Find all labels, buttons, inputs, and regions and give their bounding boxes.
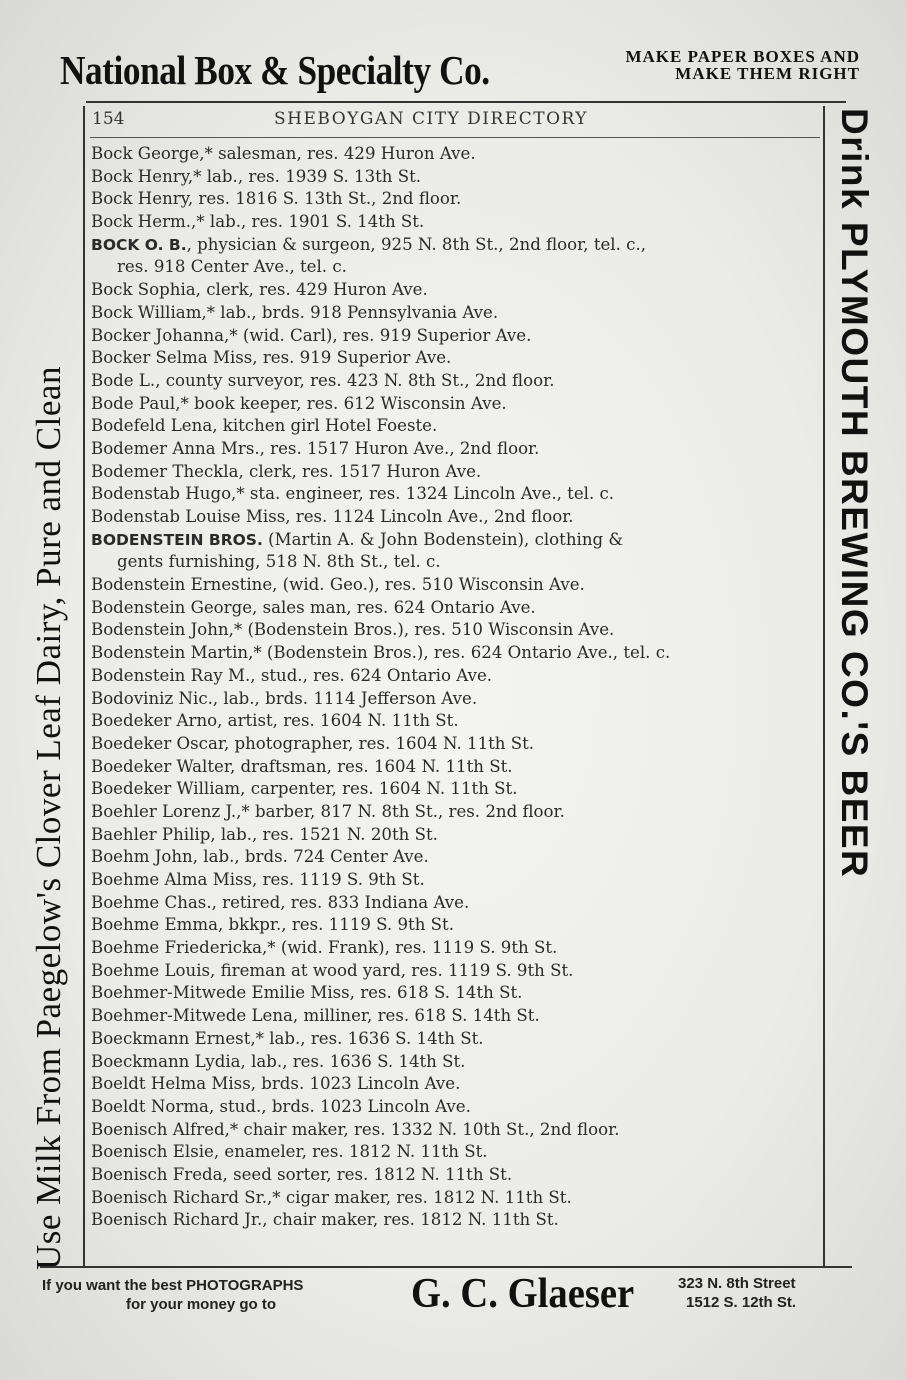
entry-text: Boenisch Elsie, enameler, res. 1812 N. 11th St.: [91, 1142, 488, 1162]
directory-entry: [91, 756, 826, 779]
directory-entry: [91, 1119, 826, 1142]
entry-text: Boeckmann Lydia, lab., res. 1636 S. 14th St.: [91, 1051, 466, 1071]
top-advertisement: [60, 38, 860, 100]
bottom-ad-address-line1: 323 N. 8th Street: [678, 1275, 796, 1292]
bottom-ad-invitation-line2: for your money go to: [126, 1296, 276, 1313]
entry-bold-name: BODENSTEIN BROS.: [91, 530, 263, 549]
bottom-advertisement: [38, 1272, 858, 1322]
directory-entry: [91, 1209, 826, 1232]
directory-entry: [91, 688, 826, 711]
directory-entry: [91, 1096, 826, 1119]
top-ad-slogan-line1: MAKE PAPER BOXES AND: [625, 47, 860, 66]
directory-entry: [91, 211, 826, 234]
entry-text: res. 918 Center Ave., tel. c.: [117, 257, 347, 277]
directory-entry: [91, 778, 826, 801]
entry-text: Bodemer Theckla, clerk, res. 1517 Huron Ave.: [91, 461, 482, 481]
entry-text: Boehmer-Mitwede Lena, milliner, res. 618 S. 14th St.: [91, 1006, 540, 1026]
left-divider: [83, 106, 85, 1266]
bottom-ad-studio-name: G. C. Glaeser: [411, 1271, 635, 1317]
directory-entry: [91, 642, 826, 665]
directory-entry: [91, 824, 826, 847]
entry-text: Boehmer-Mitwede Emilie Miss, res. 618 S. 14th St.: [91, 983, 523, 1003]
directory-entries: [91, 143, 826, 1232]
entry-text: Bock Henry, res. 1816 S. 13th St., 2nd floor.: [91, 189, 462, 209]
directory-entry: [91, 370, 826, 393]
entry-text: Boehme Louis, fireman at wood yard, res. 1119 S. 9th St.: [91, 960, 574, 980]
page-number: 154: [92, 109, 125, 129]
directory-entry: [91, 415, 826, 438]
directory-entry: [91, 733, 826, 756]
entry-text: Bock George,* salesman, res. 429 Huron Ave.: [91, 144, 476, 163]
entry-text: Bocker Selma Miss, res. 919 Superior Ave.: [91, 348, 452, 368]
directory-entry: [91, 846, 826, 869]
entry-text: Bodoviniz Nic., lab., brds. 1114 Jefferson Ave.: [91, 688, 478, 708]
entry-text: Boehler Lorenz J.,* barber, 817 N. 8th St., res. 2nd floor.: [91, 801, 565, 821]
entry-text: Boedeker William, carpenter, res. 1604 N. 11th St.: [91, 779, 518, 799]
top-ad-slogan: [625, 48, 860, 82]
entry-text: Boehme Chas., retired, res. 833 Indiana Ave.: [91, 892, 470, 912]
bottom-ad-address-line2: 1512 S. 12th St.: [686, 1294, 797, 1311]
directory-entry: [91, 1028, 826, 1051]
directory-entry: [91, 1141, 826, 1164]
entry-text: Boedeker Oscar, photographer, res. 1604 N. 11th St.: [91, 733, 535, 753]
bottom-divider: [40, 1266, 852, 1268]
top-divider: [86, 101, 846, 103]
directory-entry: [91, 1187, 826, 1210]
top-ad-company-name: National Box & Specialty Co.: [60, 47, 490, 93]
top-ad-slogan-line2: MAKE THEM RIGHT: [675, 64, 860, 83]
entry-text: Boedeker Arno, artist, res. 1604 N. 11th St.: [91, 711, 459, 731]
entry-text: Boenisch Freda, seed sorter, res. 1812 N. 11th St.: [91, 1164, 513, 1184]
directory-entry: [91, 188, 826, 211]
directory-entry: [91, 869, 826, 892]
directory-entry: [91, 506, 826, 529]
bottom-ad-address: [678, 1274, 796, 1312]
directory-entry: [91, 256, 826, 279]
directory-entry: [91, 597, 826, 620]
entry-text: Boenisch Alfred,* chair maker, res. 1332 N. 10th St., 2nd floor.: [91, 1119, 620, 1139]
header-divider: [90, 137, 820, 138]
directory-entry: [91, 166, 826, 189]
left-side-advertisement: Use Milk From Paegelow's Clover Leaf Dairy, Pure and Clean: [29, 366, 68, 1270]
entry-text: Bock Henry,* lab., res. 1939 S. 13th St.: [91, 166, 422, 186]
entry-bold-name: BOCK O. B.: [91, 235, 187, 254]
entry-text: Bocker Johanna,* (wid. Carl), res. 919 Superior Ave.: [91, 325, 532, 345]
directory-entry: [91, 937, 826, 960]
entry-text: Bode L., county surveyor, res. 423 N. 8th St., 2nd floor.: [91, 370, 555, 390]
directory-entry: [91, 551, 826, 574]
directory-entry: [91, 960, 826, 983]
entry-text: Bodenstab Louise Miss, res. 1124 Lincoln Ave., 2nd floor.: [91, 507, 574, 526]
entry-text: , physician & surgeon, 925 N. 8th St., 2nd floor, tel. c.,: [186, 234, 647, 254]
directory-entry: [91, 302, 826, 325]
entry-text: Boehme Friedericka,* (wid. Frank), res. 1119 S. 9th St.: [91, 938, 558, 958]
entry-text: Bock Herm.,* lab., res. 1901 S. 14th St.: [91, 212, 425, 232]
directory-entry: [91, 801, 826, 824]
entry-text: (Martin A. & John Bodenstein), clothing &: [262, 529, 624, 549]
directory-entry: [91, 1051, 826, 1074]
directory-entry: [91, 892, 826, 915]
bottom-ad-invitation-line1: If you want the best PHOTOGRAPHS: [42, 1277, 304, 1294]
directory-entry: [91, 143, 826, 166]
entry-text: Bodefeld Lena, kitchen girl Hotel Foeste.: [91, 416, 438, 436]
entry-text: Boenisch Richard Sr.,* cigar maker, res. 1812 N. 11th St.: [91, 1187, 572, 1207]
directory-entry: [91, 574, 826, 597]
directory-entry: [91, 461, 826, 484]
directory-entry: [91, 1073, 826, 1096]
entry-text: Boedeker Walter, draftsman, res. 1604 N. 11th St.: [91, 756, 513, 776]
entry-text: Bock William,* lab., brds. 918 Pennsylvania Ave.: [91, 302, 499, 322]
directory-entry: [91, 1005, 826, 1028]
entry-text: Bodenstein George, sales man, res. 624 Ontario Ave.: [91, 597, 536, 617]
entry-text: Boehme Alma Miss, res. 1119 S. 9th St.: [91, 870, 425, 889]
page-title: SHEBOYGAN CITY DIRECTORY: [274, 109, 589, 129]
directory-entry: [91, 665, 826, 688]
directory-entry: [91, 914, 826, 937]
directory-entry: [91, 438, 826, 461]
directory-entry: [91, 279, 826, 302]
entry-text: Boeldt Helma Miss, brds. 1023 Lincoln Ave.: [91, 1074, 461, 1094]
entry-text: Boeldt Norma, stud., brds. 1023 Lincoln Ave.: [91, 1096, 471, 1116]
directory-entry: [91, 234, 826, 257]
entry-text: gents furnishing, 518 N. 8th St., tel. c.: [117, 552, 441, 572]
entry-text: Bodenstein John,* (Bodenstein Bros.), res. 510 Wisconsin Ave.: [91, 620, 615, 640]
entry-text: Bode Paul,* book keeper, res. 612 Wisconsin Ave.: [91, 393, 507, 413]
directory-entry: [91, 1164, 826, 1187]
directory-entry: [91, 982, 826, 1005]
directory-entry: [91, 347, 826, 370]
entry-text: Bock Sophia, clerk, res. 429 Huron Ave.: [91, 280, 428, 300]
entry-text: Boeckmann Ernest,* lab., res. 1636 S. 14th St.: [91, 1028, 484, 1048]
entry-text: Bodenstab Hugo,* sta. engineer, res. 1324 Lincoln Ave., tel. c.: [91, 484, 615, 504]
entry-text: Boehme Emma, bkkpr., res. 1119 S. 9th St.: [91, 915, 454, 935]
entry-text: Boenisch Richard Jr., chair maker, res. 1812 N. 11th St.: [91, 1210, 559, 1230]
directory-entry: [91, 710, 826, 733]
right-side-advertisement: Drink PLYMOUTH BREWING CO.'S BEER: [834, 108, 875, 879]
bottom-ad-invitation: [42, 1276, 303, 1314]
directory-entry: [91, 619, 826, 642]
entry-text: Boehm John, lab., brds. 724 Center Ave.: [91, 847, 429, 867]
entry-text: Baehler Philip, lab., res. 1521 N. 20th St.: [91, 824, 438, 844]
entry-text: Bodenstein Ernestine, (wid. Geo.), res. 510 Wisconsin Ave.: [91, 575, 585, 595]
directory-entry: [91, 393, 826, 416]
entry-text: Bodemer Anna Mrs., res. 1517 Huron Ave., 2nd floor.: [91, 438, 540, 458]
entry-text: Bodenstein Martin,* (Bodenstein Bros.), res. 624 Ontario Ave., tel. c.: [91, 643, 671, 663]
directory-entry: [91, 325, 826, 348]
entry-text: Bodenstein Ray M., stud., res. 624 Ontario Ave.: [91, 665, 493, 685]
directory-entry: [91, 529, 826, 552]
page-header: [90, 106, 820, 134]
directory-entry: [91, 483, 826, 506]
